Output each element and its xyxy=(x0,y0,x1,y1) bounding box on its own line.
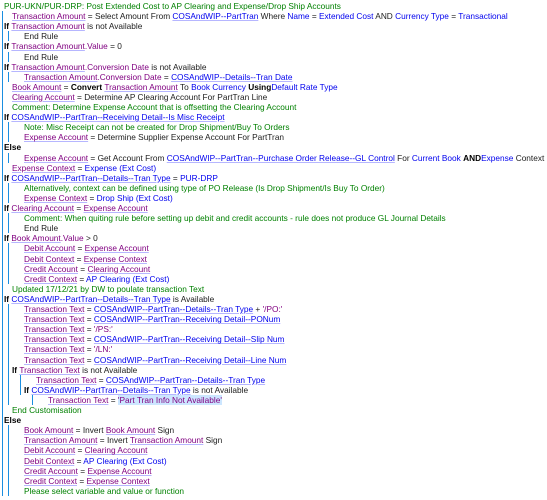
comment-text: Alternatively, context can be defined using type of PO Release (Is Drop Shipment/Is Buy To Order) xyxy=(24,182,385,193)
variable-link[interactable]: Debit Context xyxy=(24,455,75,466)
keyword: If xyxy=(4,233,12,244)
keyword: Else xyxy=(4,142,22,153)
plain-text: Where xyxy=(258,11,288,22)
plain-text: is not Available xyxy=(79,364,138,375)
field-value[interactable]: Extended Cost xyxy=(319,11,374,22)
rule-line[interactable] xyxy=(0,82,338,92)
variable-link[interactable]: Credit Account xyxy=(24,263,78,274)
plain-text: = Get Account From xyxy=(88,152,167,163)
rule-line[interactable] xyxy=(0,294,214,304)
tree-guide xyxy=(8,153,9,163)
rule-line[interactable] xyxy=(0,415,21,425)
variable-link[interactable]: Transaction Amount xyxy=(129,435,204,446)
tree-guide xyxy=(8,425,9,496)
plain-text: = xyxy=(74,203,84,213)
rule-line[interactable] xyxy=(0,254,147,264)
tree-guide xyxy=(8,31,9,41)
field-value[interactable]: Expense xyxy=(481,152,514,163)
plain-text: = Determine AP Clearing Account For PartTran Line xyxy=(74,91,268,102)
literal-text: .Value xyxy=(84,41,108,52)
field-value[interactable]: Book Currency xyxy=(191,81,246,92)
field-value[interactable]: Name xyxy=(287,11,310,22)
tree-guide xyxy=(8,52,9,62)
plain-text: + xyxy=(253,304,263,314)
plain-text: > 0 xyxy=(83,233,98,244)
source-link[interactable]: COSAndWIP--PartTran--Details--Tran Type xyxy=(11,293,171,304)
plain-text: = 0 xyxy=(107,41,122,52)
source-link[interactable]: COSAndWIP--PartTran--Details--Tran Type xyxy=(105,374,266,385)
plain-text: = xyxy=(96,374,106,385)
plain-text: = xyxy=(84,304,94,314)
variable-link[interactable]: Transaction Amount xyxy=(11,41,85,52)
rule-line[interactable] xyxy=(0,334,284,344)
rule-line[interactable] xyxy=(0,314,280,324)
tree-guide xyxy=(8,213,9,233)
variable-link[interactable]: Debit Account xyxy=(24,445,76,456)
plain-text: End Rule xyxy=(24,31,59,42)
plain-text: is not Available xyxy=(190,384,249,395)
keyword: If xyxy=(24,384,32,395)
tree-guide xyxy=(2,11,3,496)
plain-text: = xyxy=(74,455,84,466)
variable-link[interactable]: Clearing Account xyxy=(84,445,148,456)
field-value[interactable]: Transactional xyxy=(458,11,508,22)
source-link[interactable]: COSAndWIP--PartTran--Receiving Detail--Is Misc Receipt xyxy=(11,112,225,123)
variable-link[interactable]: Expense Account xyxy=(24,152,89,163)
plain-text: = Select Amount From xyxy=(85,11,173,22)
variable-link[interactable]: Expense Context xyxy=(83,253,147,264)
rule-line[interactable] xyxy=(0,466,152,476)
rule-line[interactable] xyxy=(0,264,150,274)
plain-text: is not Available xyxy=(84,21,143,32)
rule-line[interactable] xyxy=(0,425,174,435)
literal-text: '/LN:' xyxy=(93,344,113,355)
rule-line[interactable] xyxy=(0,183,385,193)
tree-guide xyxy=(8,72,9,82)
field-value[interactable]: Currency Type xyxy=(395,11,449,22)
plain-text: = xyxy=(77,273,87,284)
source-link[interactable]: COSAndWIP--PartTran--Receiving Detail--Line Num xyxy=(93,354,287,365)
comment-text: End Customisation xyxy=(12,405,82,415)
rule-line[interactable] xyxy=(0,365,137,375)
plain-text: = xyxy=(84,334,94,345)
plain-text: Sign xyxy=(155,425,175,436)
keyword: If xyxy=(12,364,20,375)
keyword: If xyxy=(4,112,12,123)
variable-link[interactable]: Clearing Account xyxy=(12,91,75,102)
keyword: Convert xyxy=(70,81,103,92)
rule-line[interactable] xyxy=(0,405,82,415)
field-value[interactable]: PUR-DRP xyxy=(180,172,218,183)
rule-line[interactable] xyxy=(0,132,284,142)
variable-link[interactable]: Expense Context xyxy=(24,192,88,203)
rule-line[interactable] xyxy=(0,203,148,213)
rule-line[interactable] xyxy=(0,163,156,173)
rule-line[interactable] xyxy=(0,122,289,132)
variable-link[interactable]: Transaction Amount xyxy=(104,81,178,92)
tree-guide xyxy=(8,122,9,142)
variable-link[interactable]: Debit Context xyxy=(24,253,75,264)
keyword: If xyxy=(4,41,12,52)
plain-text: AND xyxy=(373,11,396,22)
tree-guide xyxy=(8,183,9,203)
source-link[interactable]: COSAndWIP--PartTran--Receiving Detail--Slip Num xyxy=(93,334,285,345)
plain-text: = xyxy=(84,324,94,335)
comment-text: Note: Misc Receipt can not be created for Drop Shipment/Buy To Orders xyxy=(24,122,290,133)
comment-text: Comment: When quiting rule before setting up debit and credit accounts - rule does not produce GL Journal Details xyxy=(24,213,446,224)
rule-line[interactable] xyxy=(0,385,248,395)
plain-text: = xyxy=(161,71,172,82)
variable-link[interactable]: Expense Context xyxy=(12,162,76,173)
variable-link[interactable]: Credit Context xyxy=(24,475,78,486)
variable-link[interactable]: Expense Account xyxy=(83,203,148,213)
plain-text: End Rule xyxy=(24,51,59,62)
variable-link[interactable]: Book Amount xyxy=(12,81,62,92)
tree-guide xyxy=(8,243,9,283)
rule-line[interactable] xyxy=(0,142,21,152)
plain-text: = xyxy=(77,263,88,274)
plain-text: = xyxy=(170,172,181,183)
variable-link[interactable]: Debit Account xyxy=(24,243,76,254)
variable-link[interactable]: Book Amount xyxy=(24,425,74,436)
literal-text: '/PO:' xyxy=(262,304,283,314)
rule-line[interactable] xyxy=(0,21,142,31)
field-value[interactable]: AP Clearing (Ext Cost) xyxy=(83,455,167,466)
plain-text: = xyxy=(84,314,94,325)
plain-text: = xyxy=(448,11,459,22)
plain-text: = xyxy=(108,394,118,405)
rule-line[interactable] xyxy=(0,344,112,354)
keyword: If xyxy=(4,21,12,32)
source-link[interactable]: COSAndWIP--PartTran--Receiving Detail--PONum xyxy=(93,314,281,325)
variable-link[interactable]: Transaction Text xyxy=(24,324,85,335)
variable-link[interactable]: Expense Account xyxy=(84,243,149,254)
plain-text: = xyxy=(77,475,87,486)
plain-text: = xyxy=(61,81,71,92)
rule-line[interactable] xyxy=(0,486,184,496)
plain-text: = xyxy=(75,243,85,254)
rule-line[interactable] xyxy=(0,213,446,223)
variable-link[interactable]: Transaction Text xyxy=(48,394,109,405)
plain-text: = xyxy=(75,445,85,456)
plain-text: = xyxy=(77,465,88,476)
variable-link[interactable]: Expense Context xyxy=(86,475,150,486)
variable-link[interactable]: Transaction Text xyxy=(24,304,85,314)
tree-guide xyxy=(32,395,33,405)
plain-text: = xyxy=(84,344,94,355)
rule-line[interactable] xyxy=(0,153,544,163)
variable-link[interactable]: Transaction Amount xyxy=(24,71,98,82)
rule-line[interactable] xyxy=(0,274,169,284)
variable-link[interactable]: Transaction Amount xyxy=(11,61,85,72)
plain-text: = xyxy=(84,354,94,365)
variable-link[interactable]: Transaction Text xyxy=(36,374,97,385)
variable-link[interactable]: Credit Context xyxy=(24,273,78,284)
plain-text: For xyxy=(394,152,412,163)
plain-text: = xyxy=(87,192,97,203)
comment-text: Comment: Determine Expense Account that is offsetting the Clearing Account xyxy=(12,102,297,112)
rule-line[interactable] xyxy=(0,41,122,51)
comment-text: Please select variable and value or function xyxy=(24,485,185,496)
rule-line[interactable] xyxy=(0,112,225,122)
rule-line[interactable] xyxy=(0,1,341,11)
variable-link[interactable]: Transaction Amount xyxy=(24,435,98,446)
field-value[interactable]: Current Book xyxy=(411,152,461,163)
literal-text: '/PS:' xyxy=(93,324,113,335)
source-link[interactable]: COSAndWIP--Details--Tran Date xyxy=(171,71,293,82)
field-value[interactable]: Expense (Ext Cost) xyxy=(84,162,157,173)
keyword: If xyxy=(4,293,12,304)
variable-link[interactable]: Credit Account xyxy=(24,465,78,476)
variable-link[interactable]: Book Amount xyxy=(105,425,156,436)
variable-link[interactable]: Transaction Text xyxy=(24,334,85,345)
rule-line[interactable] xyxy=(0,233,98,243)
field-value[interactable]: AP Clearing (Ext Cost) xyxy=(86,273,170,284)
rule-line[interactable] xyxy=(0,193,173,203)
literal-text: .Conversion Date xyxy=(84,61,149,72)
rule-line[interactable] xyxy=(0,102,296,112)
keyword: If xyxy=(4,203,12,213)
variable-link[interactable]: Transaction Text xyxy=(19,364,80,375)
variable-link[interactable]: Transaction Text xyxy=(24,344,85,355)
rule-line[interactable] xyxy=(0,435,222,445)
rule-line[interactable] xyxy=(0,304,282,314)
plain-text: = xyxy=(74,253,84,264)
keyword: If xyxy=(4,172,12,183)
plain-text: is Available xyxy=(170,293,215,304)
rule-line[interactable] xyxy=(0,173,218,183)
rule-line[interactable] xyxy=(0,62,206,72)
plain-text: = xyxy=(75,162,85,173)
literal-text: .Conversion Date xyxy=(97,71,162,82)
comment-text: PUR-UKN/PUR-DRP: Post Extended Cost to AP Clearing and Expense/Drop Ship Accounts xyxy=(4,1,341,11)
selected-literal[interactable]: 'Part Tran Info Not Available' xyxy=(117,394,222,405)
variable-link[interactable]: Book Amount xyxy=(11,233,61,244)
plain-text: Sign xyxy=(203,435,223,446)
rule-line[interactable] xyxy=(0,456,167,466)
source-link[interactable]: COSAndWIP--PartTran--Details--Tran Type xyxy=(31,384,191,395)
variable-link[interactable]: Transaction Amount xyxy=(11,21,85,32)
plain-text: Context xyxy=(513,152,545,163)
rule-line[interactable] xyxy=(0,375,265,385)
plain-text: To xyxy=(177,81,192,92)
literal-text: .Value xyxy=(60,233,84,244)
source-link[interactable]: COSAndWIP--PartTran--Details--Tran Type xyxy=(11,172,171,183)
plain-text: = Determine Supplier Expense Account For PartTran xyxy=(88,132,285,143)
rule-line[interactable] xyxy=(0,324,113,334)
variable-link[interactable]: Transaction Text xyxy=(24,314,85,325)
tree-guide xyxy=(20,375,21,395)
rule-line[interactable] xyxy=(0,476,150,486)
rule-line[interactable] xyxy=(0,355,286,365)
source-link[interactable]: COSAndWIP--PartTran xyxy=(172,11,259,22)
plain-text: = xyxy=(309,11,319,22)
variable-link[interactable]: Transaction Text xyxy=(24,354,85,365)
plain-text: is not Available xyxy=(148,61,207,72)
rule-line[interactable] xyxy=(0,445,147,455)
rule-line[interactable] xyxy=(0,284,204,294)
rule-line[interactable] xyxy=(0,395,222,405)
plain-text: End Rule xyxy=(24,223,59,234)
keyword: If xyxy=(4,61,12,72)
comment-text: Updated 17/12/21 by DW to poulate transaction Text xyxy=(12,283,205,294)
variable-link[interactable]: Transaction Amount xyxy=(12,11,86,22)
field-value[interactable]: Drop Ship (Ext Cost) xyxy=(96,192,173,203)
rule-line[interactable] xyxy=(0,92,267,102)
variable-link[interactable]: Expense Account xyxy=(87,465,152,476)
source-link[interactable]: COSAndWIP--PartTran--Details--Tran Type xyxy=(93,304,254,314)
source-link[interactable]: COSAndWIP--PartTran--Purchase Order Release--GL Control xyxy=(166,152,395,163)
keyword: AND xyxy=(463,152,482,163)
plain-text: = Invert xyxy=(73,425,106,436)
variable-link[interactable]: Expense Account xyxy=(24,132,89,143)
rule-line[interactable] xyxy=(0,243,149,253)
rule-line[interactable] xyxy=(0,11,508,21)
variable-link[interactable]: Clearing Account xyxy=(11,203,75,213)
plain-text: = Invert xyxy=(97,435,130,446)
field-value[interactable]: Default Rate Type xyxy=(271,81,338,92)
keyword: Else xyxy=(4,415,22,426)
rule-line[interactable] xyxy=(0,72,292,82)
variable-link[interactable]: Clearing Account xyxy=(87,263,151,274)
tree-guide xyxy=(8,304,9,405)
keyword: Using xyxy=(248,81,272,92)
